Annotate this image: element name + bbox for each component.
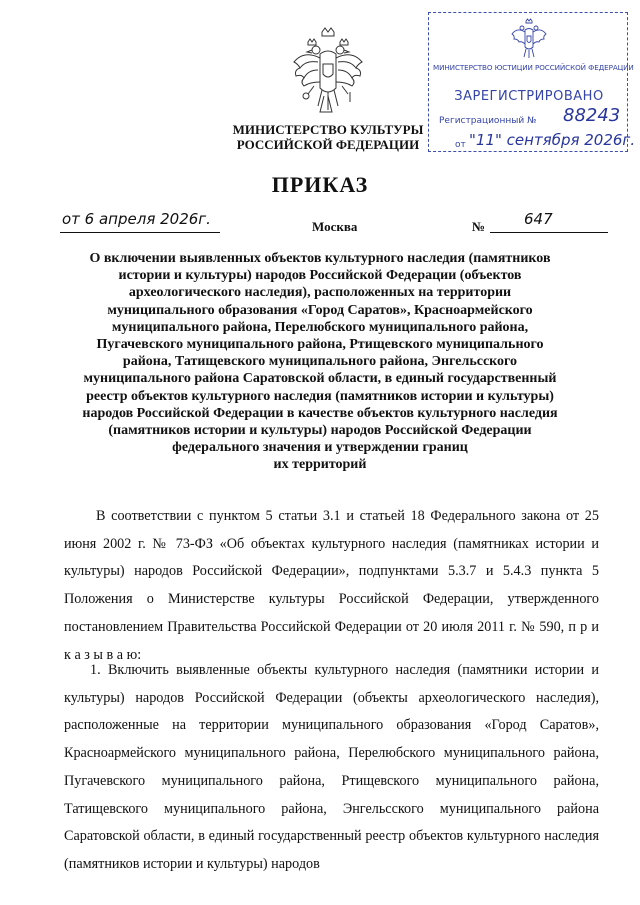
subject-line: федерального значения и утверждении границ bbox=[172, 440, 468, 456]
clause-1-paragraph: 1. Включить выявленные объекты культурного наследия (памятники истории и культуры) народов Российской Федерации (объекты археологического наследия), расположенные на территории муниципального образования «Город Саратов», Красноармейского муниципального района, Перелюбского муниципального района, Пугачевского муниципального района, Ртищевского муниципального района, Татищевского муниципального района, Энгельсского муниципального района Саратовской области, в единый государственный реестр объектов культурного наследия (памятников истории и культуры) народов bbox=[64, 662, 599, 872]
subject-line: района, Татищевского муниципального района, Энгельсского bbox=[122, 354, 518, 370]
stamp-number-value: 88243 bbox=[563, 105, 621, 126]
stamp-organization: МИНИСТЕРСТВО ЮСТИЦИИ РОССИЙСКОЙ ФЕДЕРАЦИИ bbox=[433, 63, 634, 72]
subject-line: истории и культуры) народов Российской Федерации (объектов bbox=[118, 268, 522, 284]
stamp-date-prefix: от bbox=[455, 140, 466, 150]
subject-line: муниципального района Саратовской области, в единый государственный bbox=[83, 371, 557, 387]
ministry-line-2: РОССИЙСКОЙ ФЕДЕРАЦИИ bbox=[236, 137, 420, 152]
stamp-number-label: Регистрационный № bbox=[439, 116, 537, 126]
subject-line: народов Российской Федерации в качестве объектов культурного наследия bbox=[82, 405, 558, 421]
date-number-line bbox=[60, 210, 608, 236]
stamp-status: ЗАРЕГИСТРИРОВАНО bbox=[454, 89, 604, 104]
ministry-line-1: МИНИСТЕРСТВО КУЛЬТУРЫ bbox=[232, 122, 424, 137]
document-title: ПРИКАЗ bbox=[271, 172, 369, 197]
stamp-emblem-icon bbox=[509, 17, 549, 59]
preamble-paragraph: В соответствии с пунктом 5 статьи 3.1 и статьей 18 Федерального закона от 25 июня 2002 г. № 73-ФЗ «Об объектах культурного наследия (памятниках истории и культуры) народов Российской Федерации», подпунктами 5.3.7 и 5.4.3 пункта 5 Положения о Министерстве культуры Российской Федерации, утвержденного постановлением Правительства Российской Федерации от 20 июля 2011 г. № 590, п р и к а з ы в а ю: bbox=[64, 508, 599, 663]
subject-line: Пугачевского муниципального района, Ртищевского муниципального bbox=[96, 337, 544, 353]
subject-line: (памятников истории и культуры) народов Российской Федерации bbox=[108, 423, 532, 439]
number-underline bbox=[490, 232, 608, 233]
subject-line: О включении выявленных объектов культурного наследия (памятников bbox=[89, 251, 551, 266]
handwritten-date: от 6 апреля 2026г. bbox=[62, 210, 211, 228]
subject-line: муниципального образования «Город Саратов», Красноармейского bbox=[107, 302, 533, 318]
city-name: Москва bbox=[312, 219, 358, 234]
subject-line: их территорий bbox=[273, 457, 367, 473]
stamp-date-value: "11" сентября 2026г. bbox=[469, 131, 636, 149]
subject-line: реестр объектов культурного наследия (памятников истории и культуры) bbox=[86, 388, 554, 404]
subject-line: археологического наследия), расположенных на территории bbox=[128, 285, 512, 301]
subject-line: муниципального района, Перелюбского муниципального района, bbox=[111, 319, 529, 335]
handwritten-number: 647 bbox=[524, 210, 553, 228]
order-subject bbox=[64, 250, 576, 474]
ministry-name bbox=[200, 122, 456, 152]
coat-of-arms-icon bbox=[288, 26, 368, 126]
number-sign: № bbox=[472, 219, 486, 234]
date-underline bbox=[60, 232, 220, 233]
registration-stamp bbox=[428, 12, 636, 152]
